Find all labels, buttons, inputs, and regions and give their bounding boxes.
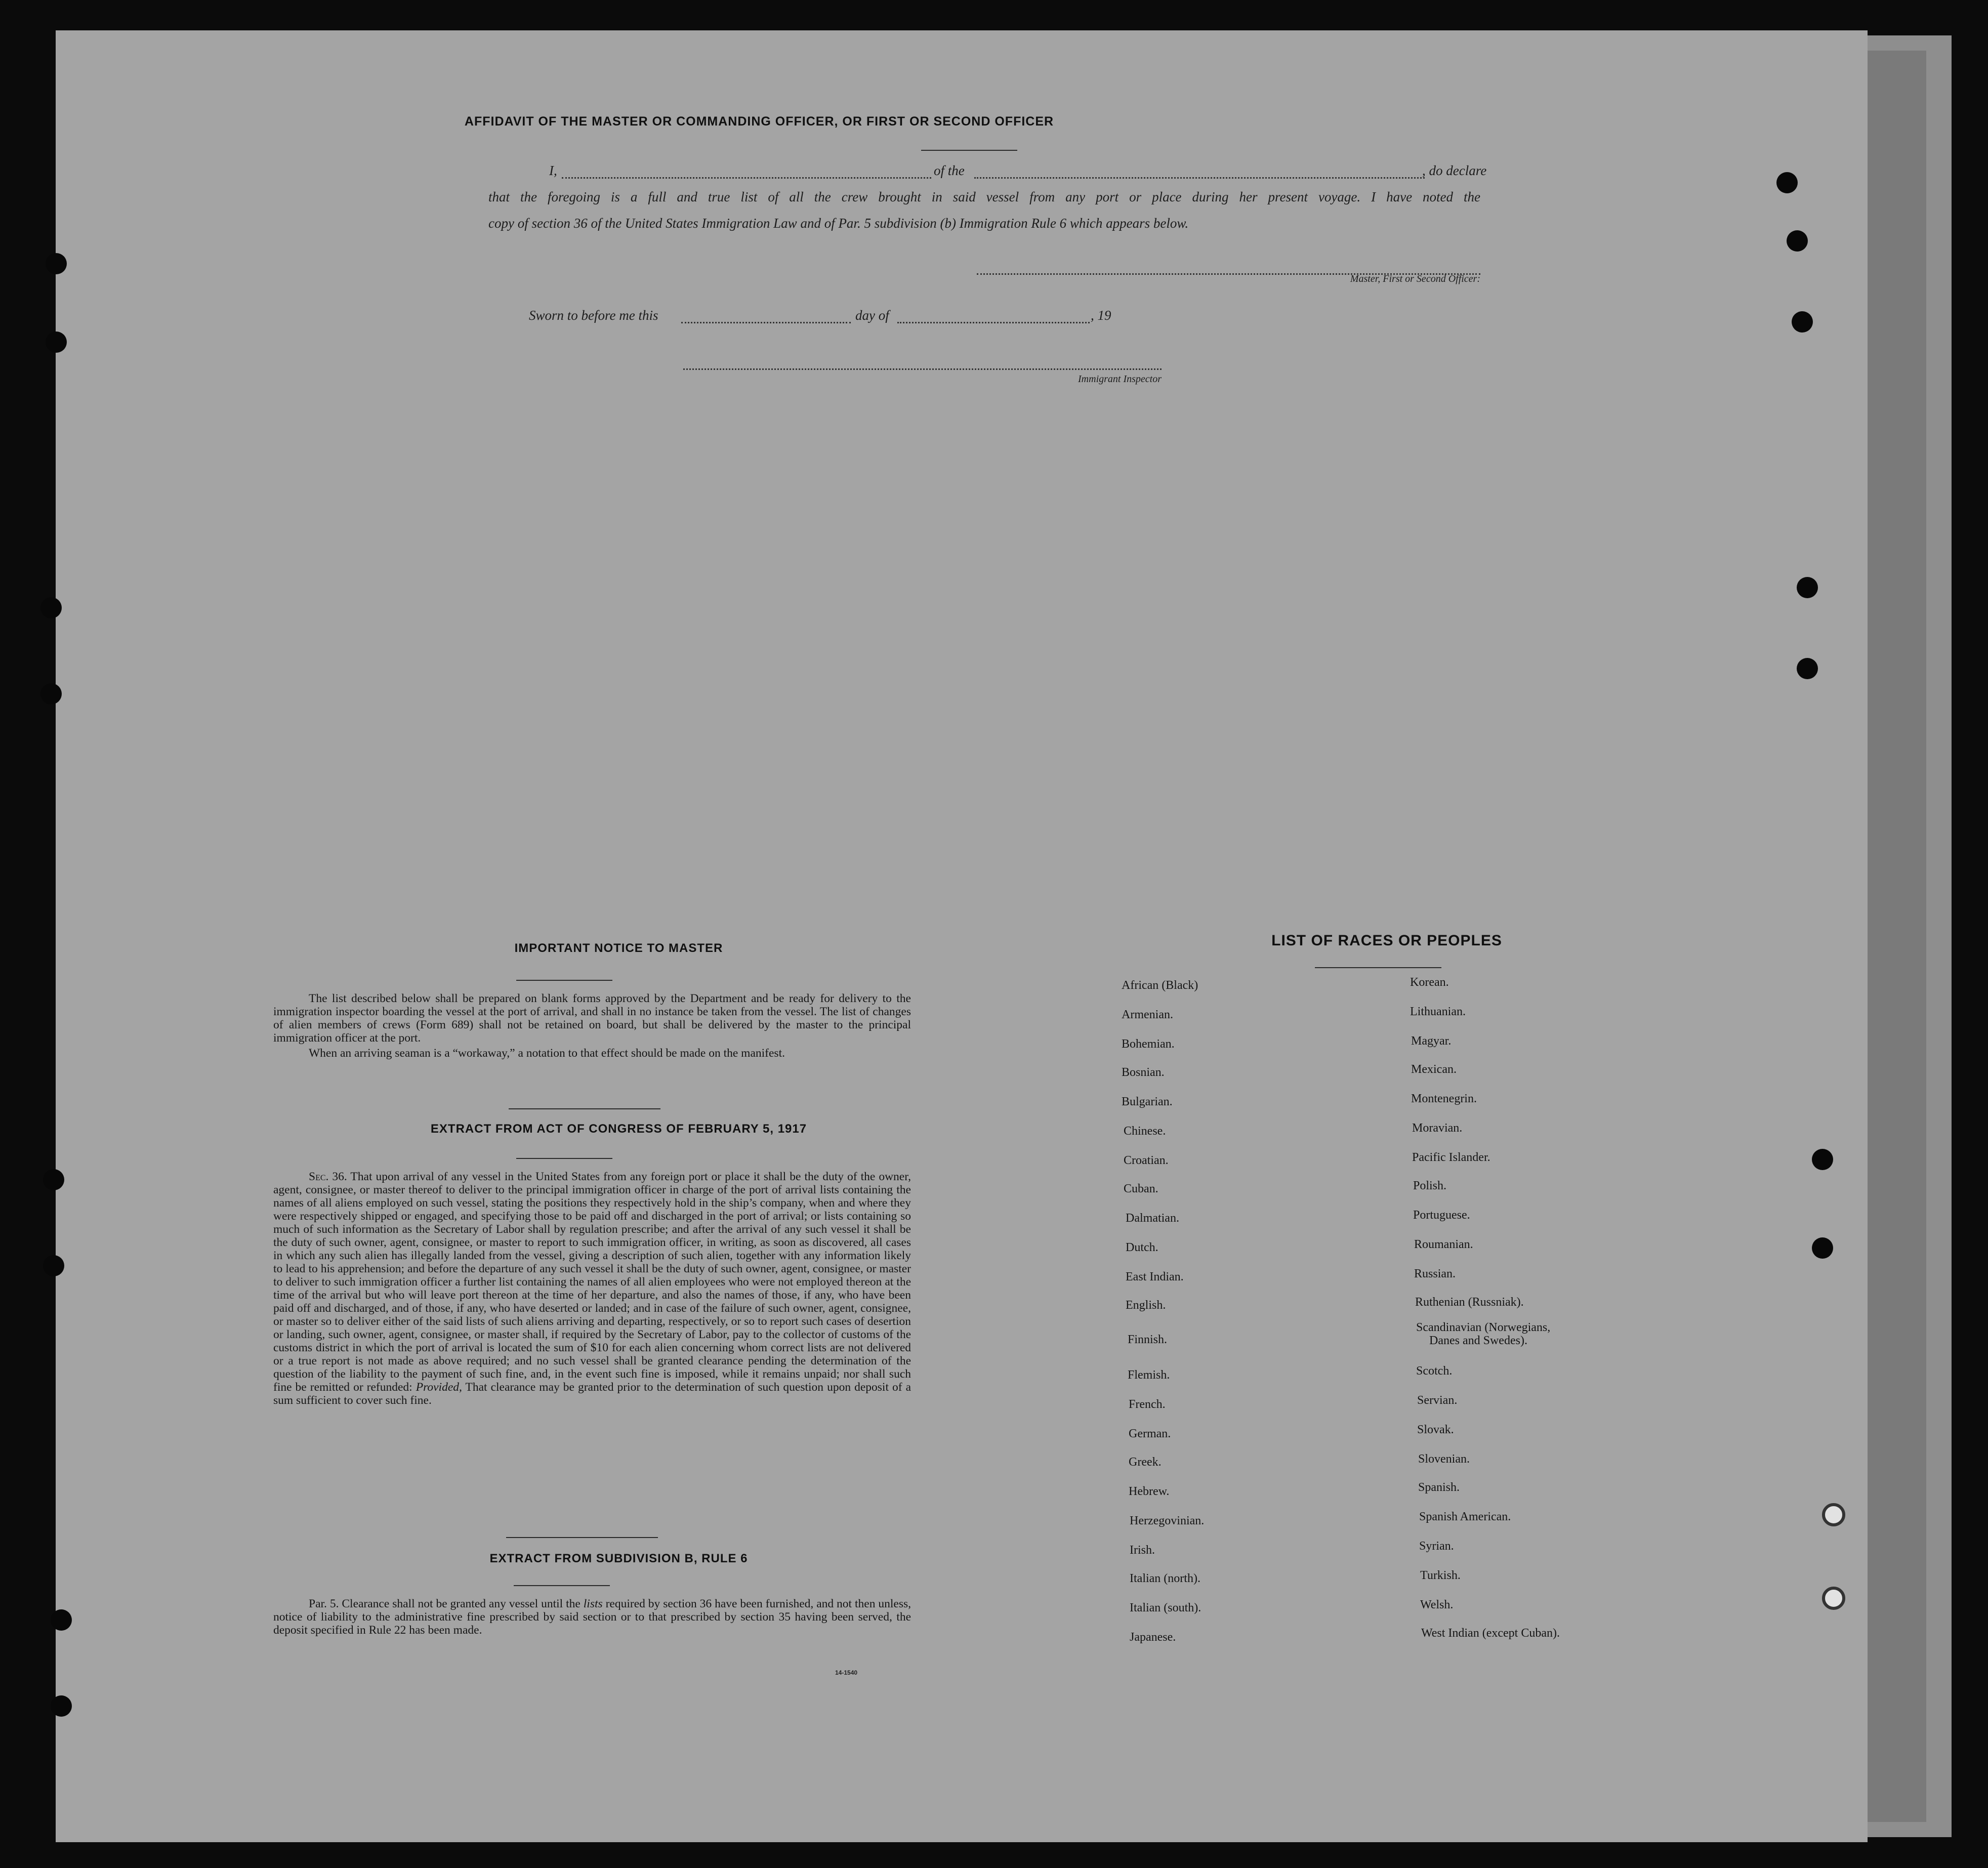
section-rule [506, 1537, 658, 1538]
binder-hole-icon [51, 1609, 72, 1631]
manifest-page [56, 30, 1868, 1842]
race-item: Finnish. [1128, 1333, 1168, 1346]
race-item: Greek. [1129, 1456, 1162, 1469]
sworn-year-label: , 19 [1091, 308, 1111, 323]
binder-hole-icon [46, 331, 67, 353]
race-item: Roumanian. [1414, 1238, 1473, 1251]
race-item: Chinese. [1124, 1125, 1166, 1138]
act-proviso-word: Provided, [416, 1381, 462, 1394]
race-item: Bulgarian. [1122, 1095, 1173, 1108]
race-item: Polish. [1413, 1179, 1447, 1192]
rule6-lists-word: lists [583, 1597, 603, 1610]
binder-hole-icon [1787, 230, 1808, 252]
binder-hole-icon [1776, 172, 1798, 193]
binder-hole-icon [1812, 1237, 1833, 1259]
race-item: Slovak. [1417, 1423, 1454, 1436]
affidavit-i-label: I, [549, 163, 557, 178]
race-item: German. [1129, 1427, 1171, 1440]
race-item: Russian. [1414, 1267, 1456, 1280]
binder-hole-icon [1797, 577, 1818, 598]
title-rule [516, 980, 612, 981]
race-item: Spanish. [1418, 1481, 1460, 1494]
races-title: LIST OF RACES OR PEOPLES [1271, 932, 1502, 949]
race-item: Scandinavian (Norwegians, [1416, 1321, 1551, 1334]
form-number: 14-1540 [835, 1669, 858, 1676]
race-item: Herzegovinian. [1130, 1514, 1205, 1527]
binder-hole-icon [1822, 1503, 1845, 1526]
rule6-title: EXTRACT FROM SUBDIVISION B, RULE 6 [489, 1552, 748, 1565]
race-item: Bohemian. [1122, 1037, 1175, 1051]
binder-hole-icon [40, 597, 62, 618]
rule6-body [273, 1597, 911, 1639]
notice-title: IMPORTANT NOTICE TO MASTER [514, 941, 723, 955]
race-item: English. [1126, 1299, 1166, 1312]
binder-hole-icon [1822, 1587, 1845, 1610]
inspector-signature-blank [683, 368, 1162, 370]
title-rule [514, 1585, 610, 1586]
race-item: African (Black) [1122, 979, 1198, 992]
race-item: Servian. [1417, 1394, 1458, 1407]
act-title: EXTRACT FROM ACT OF CONGRESS OF FEBRUARY 5, 1917 [430, 1122, 807, 1136]
affidavit-title: AFFIDAVIT OF THE MASTER OR COMMANDING OFFICER, OR FIRST OR SECOND OFFICER [464, 114, 1054, 129]
race-item: East Indian. [1126, 1270, 1184, 1283]
sworn-month-blank [897, 322, 1090, 323]
name-blank [562, 177, 931, 179]
binder-hole-icon [46, 253, 67, 274]
binder-hole-icon [1812, 1149, 1833, 1170]
notice-paragraph-2: When an arriving seaman is a “workaway,” a notation to that effect should be made on the manifest. [309, 1047, 785, 1060]
race-item: Spanish American. [1419, 1510, 1511, 1523]
race-item: Hebrew. [1129, 1485, 1170, 1498]
title-rule [516, 1158, 612, 1159]
race-item: Welsh. [1420, 1598, 1454, 1611]
title-rule [921, 150, 1017, 151]
race-item: Italian (south). [1130, 1601, 1202, 1614]
race-item: Italian (north). [1130, 1572, 1200, 1585]
race-item: Korean. [1410, 976, 1449, 989]
race-item: Flemish. [1128, 1368, 1170, 1382]
race-item: Croatian. [1124, 1154, 1169, 1167]
rule6-text-a: Par. 5. Clearance shall not be granted any vessel until the [309, 1597, 581, 1610]
inspector-label: Immigrant Inspector [1078, 373, 1162, 385]
race-item: Bosnian. [1122, 1066, 1165, 1079]
race-item: Irish. [1130, 1544, 1155, 1557]
signature-label: Master, First or Second Officer: [1350, 273, 1480, 284]
vessel-blank [974, 177, 1425, 179]
race-item: Japanese. [1130, 1631, 1176, 1644]
binder-hole-icon [43, 1169, 64, 1190]
race-item: West Indian (except Cuban). [1421, 1627, 1560, 1640]
sworn-day-label: day of [855, 308, 889, 323]
act-proviso-text: That clearance may be granted prior to the determination of such question upon deposit of a sum sufficient to cover such fine. [273, 1381, 912, 1407]
race-item: Armenian. [1122, 1008, 1173, 1021]
sworn-day-blank [681, 322, 851, 323]
race-item: Lithuanian. [1410, 1005, 1466, 1018]
race-item: Portuguese. [1413, 1209, 1470, 1222]
act-body [273, 1170, 911, 1409]
race-item: Dalmatian. [1126, 1212, 1179, 1225]
affidavit-of-the-label: of the [934, 163, 965, 178]
section-rule [509, 1108, 660, 1109]
binder-hole-icon [43, 1255, 64, 1276]
rule6-text-b: required by section 36 have been furnished, and not then unless, notice of liability to the administrative fine prescribed by said section or to that prescribed by section 35 having been served, the deposit specified in Rule 22 has been made. [273, 1597, 911, 1637]
race-item: Pacific Islander. [1412, 1151, 1490, 1164]
race-item: Magyar. [1411, 1034, 1452, 1048]
affidavit-declare-label: , do declare [1422, 163, 1487, 178]
binder-hole-icon [1792, 311, 1813, 333]
race-item: Ruthenian (Russniak). [1415, 1296, 1524, 1309]
sworn-label: Sworn to before me this [529, 308, 658, 323]
title-rule [1315, 967, 1441, 968]
affidavit-line-2: that the foregoing is a full and true list of all the crew brought in said vessel from any port or place during her present voyage. I have noted the [488, 189, 1480, 204]
notice-body [273, 992, 911, 1062]
binder-hole-icon [51, 1695, 72, 1717]
race-item: Cuban. [1124, 1182, 1158, 1195]
race-item: Scotch. [1416, 1364, 1453, 1378]
act-section-label: Sec. 36. [309, 1170, 347, 1183]
binder-hole-icon [40, 683, 62, 704]
binder-hole-icon [1797, 658, 1818, 679]
notice-paragraph-1: The list described below shall be prepared on blank forms approved by the Department and be ready for delivery to the immigration inspector boarding the vessel at the port of arrival, and shall in no instance be taken from the vessel. The list of changes of alien members of crews (Form 689) shall not be retained on board, but shall be delivered by the master to the principal immigration officer at the port. [273, 992, 911, 1045]
race-item: Dutch. [1126, 1241, 1158, 1254]
race-item: Moravian. [1412, 1122, 1463, 1135]
race-item: Syrian. [1419, 1540, 1454, 1553]
race-item: French. [1129, 1398, 1166, 1411]
race-item: Montenegrin. [1411, 1092, 1477, 1105]
race-item: Mexican. [1411, 1063, 1457, 1076]
race-item: Turkish. [1420, 1569, 1461, 1582]
race-item: Danes and Swedes). [1429, 1334, 1527, 1347]
act-text: That upon arrival of any vessel in the United States from any foreign port or place it shall be the duty of the owner, agent, consignee, or master thereof to deliver to the principal immigration officer in charge of the port of arrival lists containing the names of all aliens employed on such vessel, stating the positions they respectively hold in the ship’s company, when and where they were respectively shipped or engaged, and specifying those to be paid off and discharged in the port of arrival; or lists containing so much of such information as the Secretary of Labor shall by regulation prescribe; and after the arrival of any such vessel it shall be the duty of such owner, agent, consignee, or master to report to such immigration officer, in writing, as soon as discovered, all cases in which any such alien has illegally landed from the vessel, giving a description of such alien, together with any information likely to lead to his apprehension; and before the departure of any such vessel it shall be the duty of such owner, agent, consignee, or master to deliver to such immigration officer a further list containing the names of all alien employees who were not employed thereon at the time of the arrival but who will leave port thereon at the time of her departure, and also the names of those, if any, who have been paid off and discharged, and of those, if any, who have deserted or landed; and in case of the failure of such owner, agent, consignee, or master so to deliver either of the said lists of such aliens arriving and departing, respectively, or so to report such cases of desertion or landing, such owner, agent, consignee, or master shall, if required by the Secretary of Labor, pay to the collector of customs of the customs district in which the port of arrival is located the sum of $10 for each alien concerning whom correct lists are not delivered or a true report is not made as above required; and no such vessel shall be granted clearance pending the determination of the question of the liability to the payment of such fine, and, in the event such fine is imposed, while it remains unpaid; nor shall such fine be remitted or refunded: [273, 1170, 911, 1394]
affidavit-line-3: copy of section 36 of the United States Immigration Law and of Par. 5 subdivision (b) Immigration Rule 6 which appears below. [488, 216, 1189, 231]
race-item: Slovenian. [1418, 1452, 1470, 1466]
